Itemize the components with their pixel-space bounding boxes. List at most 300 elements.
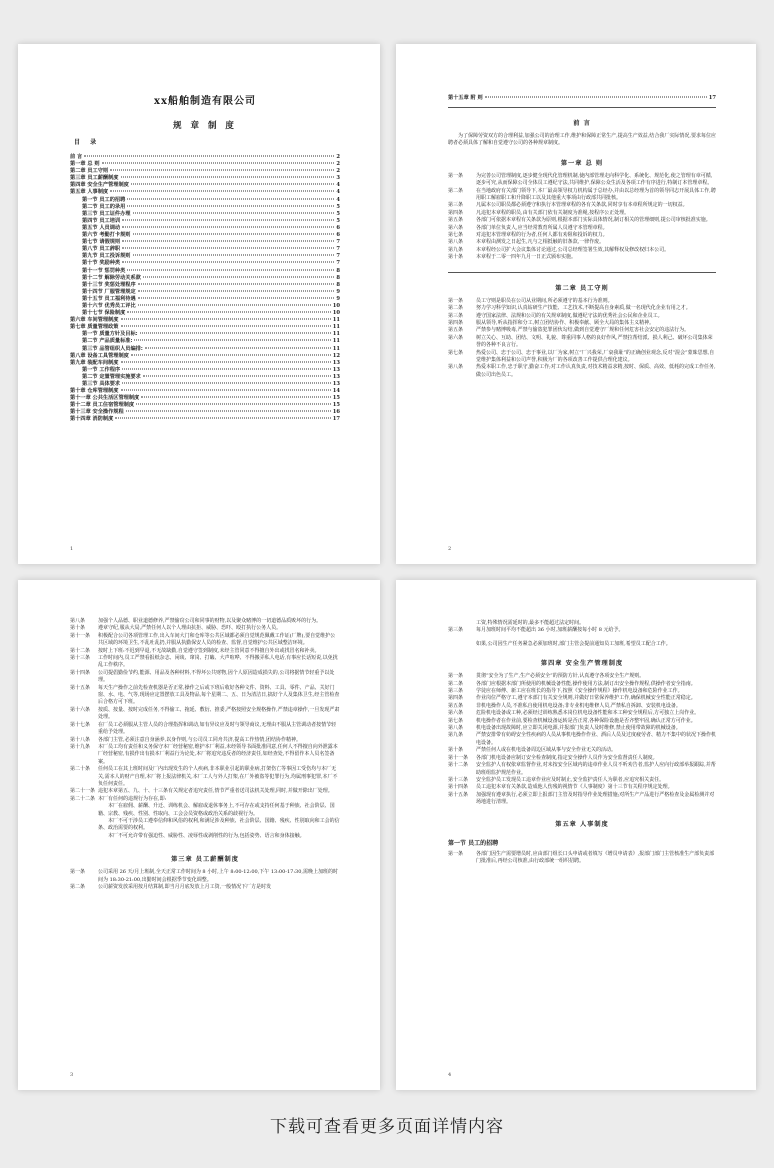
chapter-5-articles [448, 851, 716, 866]
toc-label: 第一章 总 则 [70, 161, 100, 168]
article [448, 188, 716, 203]
toc-label: 第四节 员工培训 [82, 217, 121, 224]
chapter-1-title: 第一章 总 则 [560, 159, 604, 167]
article [448, 755, 716, 762]
toc-page: 12 [332, 352, 340, 359]
article-number: 第二条 [448, 680, 464, 687]
toc-row [70, 211, 340, 218]
toc-row [70, 296, 340, 303]
article-number: 第十七条 [70, 721, 91, 728]
article [70, 633, 340, 648]
article-number: 第二十一条 [70, 788, 96, 795]
article-number: 第七条 [448, 232, 464, 239]
article-number: 第二条 [448, 187, 464, 194]
toc-leader [122, 248, 334, 249]
article-text: 对违犯本管理章程的行为者,任何人都有劝阻和投诉的权力。 [476, 232, 608, 239]
article [448, 239, 716, 246]
article-text: 本章程由测发之日起生,凡与之相抵触的旧条款,一律作废。 [476, 239, 605, 246]
toc-label: 第七章 质量管理政策 [70, 324, 119, 331]
article-number: 第十四条 [70, 669, 91, 676]
toc-leader [133, 212, 335, 213]
page-number: 4 [448, 1072, 452, 1078]
article-text: 安全监护人有权依章监督作业,对未按安全区域内的违章作业人员不听劝告者,监护人应向行政部举报跟踪,并帮助班组监护规范作业。 [476, 762, 716, 776]
toc-label: 第十章 仓库管理制度 [70, 388, 119, 395]
toc-page: 9 [336, 295, 340, 302]
toc-label: 第三节 具体要求 [82, 381, 121, 387]
article [70, 648, 340, 655]
article [70, 685, 340, 707]
article-text: 本厂有任何的违规行为存在,即: [98, 795, 167, 802]
toc-leader [136, 404, 331, 405]
list-item: 本厂在雇佣、薪酬、升迁、训练机会、解雇或退休事务上,不可存在或支持任何基于种族、社会阶层、国籍、宗教、残疾、性别、性取向、工会会员资格或政治关系的歧视行为。 [98, 803, 335, 817]
toc-label: 第十五节 员工福利待遇 [82, 295, 136, 302]
article-text: 学徒应在师傅、新工应在班长的指导下,按照《安全操作规程》操作机电设备和危险作业工作。 [476, 688, 683, 695]
chapter-4-title: 第四章 安全生产管理制度 [540, 660, 624, 668]
toc-leader [134, 340, 330, 341]
article-number: 第十四条 [448, 784, 469, 791]
toc-label: 第十二节 解除劳动关系款 [82, 274, 141, 281]
toc-page: 5 [336, 217, 340, 224]
article-text: 树立关心、互助、团结、文明、礼貌、尊重同事人格的良好作风,严禁拉帮结派、损人利己、破坏公司集体荣誉的各种不良言行。 [476, 334, 713, 349]
article-number: 第五条 [448, 217, 464, 224]
toc-leader [127, 198, 334, 199]
toc-leader [140, 333, 331, 334]
document-page-3 [18, 580, 380, 1090]
toc-leader [121, 361, 331, 362]
toc-row [70, 161, 340, 168]
toc-row [70, 218, 340, 225]
toc-label: 第十三节 奖惩处理程序 [82, 281, 136, 288]
toc-page: 16 [332, 409, 340, 416]
article-text: 贯彻“安全为了生产,生产必须安全”的预防方针,认真遵守各项安全生产规则。 [476, 673, 645, 680]
continued-text: 工资,特殊情况需延时的,最多不能超过法定时间。 [476, 620, 585, 626]
article-number: 第八条 [70, 618, 86, 624]
toc-leader [138, 297, 335, 298]
toc-label: 第十四节 厂服管理规定 [82, 288, 136, 295]
toc-page: 7 [336, 260, 340, 267]
toc-page: 8 [336, 267, 340, 274]
article-text: 工作时间内,员工严禁看报纸杂志、闲谈、窜岗、打瞌、大声喧哗、不得搬弄私人电话,有事应长话短说,以免扰乱工作秩序。 [98, 655, 338, 669]
article-number: 第一条 [448, 172, 464, 179]
article-number: 第七条 [448, 349, 464, 356]
article-number: 第一条 [448, 673, 464, 680]
toc-label: 第二章 员工守则 [70, 168, 109, 175]
toc-leader [126, 411, 331, 412]
toc-page: 2 [336, 168, 340, 175]
article [70, 625, 340, 632]
divider [448, 272, 716, 273]
article-number: 第一条 [448, 850, 464, 857]
toc-label: 第六节 考勤打卡规则 [82, 232, 131, 239]
article-text: 员工守则是职员在公司从业期间,所必须遵守的基本行为准则。 [476, 297, 613, 304]
article [70, 655, 340, 670]
article-text: 严禁任何人或在机电设备周边区域从事与安全作业无关的活动。 [476, 747, 617, 754]
toc-row [70, 268, 340, 275]
toc-label: 第二节 产品质量标准: [82, 338, 133, 345]
article-text: 加强个人品德、职业道德修养,严禁偷窃公司和同事的财物,以及聚众赌博的一切道德品质败坏的行为。 [98, 618, 322, 624]
article-text: 努力学习科学知识,认真钻研生产技能、工艺技术,不断提高自身素质,做一名现代化企业有用之才。 [476, 305, 691, 312]
toc-leader [143, 375, 331, 376]
discrimination-items [70, 803, 340, 840]
table-of-contents [70, 154, 340, 424]
article-text: 遵守国家法律、法规和公司的有关规章制度,做遵纪守法的优秀社会公民和企业员工。 [476, 312, 663, 319]
toc-page: 5 [336, 210, 340, 217]
toc-leader [143, 276, 335, 277]
toc-row [70, 346, 340, 353]
toc-label: 第十四章 消防制度 [70, 416, 114, 423]
article-number: 第三条 [448, 627, 464, 634]
article [70, 722, 340, 737]
article [448, 305, 716, 312]
article [448, 298, 716, 305]
article-number: 第十二条 [70, 647, 91, 654]
toc-leader [121, 390, 331, 391]
article [448, 673, 716, 680]
toc-label: 第十二章 员工住宿管理制度 [70, 402, 135, 409]
article-number: 第三条 [448, 312, 464, 319]
toc-leader [133, 255, 335, 256]
toc-page: 13 [332, 359, 340, 366]
toc-label: 第二节 定置管理实施要求 [82, 373, 141, 380]
article-text: 在厂员工必须服从主管人员的合理指挥和调动,如有异议应及时与领导商议,无理由不服从主管调动者按情节轻重给予处理。 [98, 721, 337, 736]
toc-label: 第四章 安全生产管理制度 [70, 182, 129, 189]
toc-page: 7 [336, 246, 340, 253]
page-1-content [70, 44, 340, 564]
toc-page: 2 [336, 161, 340, 168]
toc-page: 2 [336, 154, 340, 160]
toc-row [70, 204, 340, 211]
toc-page: 11 [332, 345, 340, 352]
article-number: 第一条 [70, 869, 86, 876]
toc-leader [138, 304, 331, 305]
article-text: 每月加班时间平均不能超出 36 小时,加班薪酬按每小时 8 元给予。 [476, 627, 624, 634]
article [70, 884, 340, 891]
toc-leader [122, 226, 334, 227]
article-text: 作业岗位严格守工,遵守本部门有关安全规则,并做好日常保养维护工作,确保机械安全性能正常稳定。 [476, 695, 696, 702]
company-name: xx船舶制造有限公司 [154, 96, 256, 107]
toc-row [70, 360, 340, 367]
article-number: 第十二条 [448, 762, 469, 769]
toc-label: 第五章 人事制度 [70, 189, 109, 196]
toc-page: 11 [332, 338, 340, 345]
toc-page: 11 [332, 331, 340, 338]
article-text: 违犯本章第五、九、十、十三条有关规定者追究责任,情节严重者送司法机关处理,同时,并做开除出厂处理。 [98, 788, 333, 795]
toc-leader [102, 163, 335, 164]
toc-label: 第十一章 公共生活区管理制度 [70, 395, 140, 402]
article-text: 各部门机电设备应制订安全检查制度,指定安全操作人员作为安全监督责任人制度。 [476, 754, 658, 761]
toc-leader [122, 219, 334, 220]
toc-leader [138, 283, 335, 284]
toc-label: 第一节 工作程序 [82, 366, 121, 373]
article-number: 第八条 [448, 725, 464, 732]
article-text: 公司提倡勤俭节约,能源、用品及各种材料,不得坏公共财物,因个人原因造成损失的,公司将据情节轻重予以处理。 [98, 669, 335, 684]
list-item: 本厂不可干涉员工遵奉信仰和风俗的权利,和满足涉及种族、社会阶层、国籍、残疾、性别取向和工会的信条、政治需要的权利。 [98, 817, 340, 832]
toc-label: 第三章 员工薪酬制度 [70, 175, 119, 182]
toc-leader [127, 312, 330, 313]
toc-row [70, 225, 340, 232]
article-number: 第二条 [448, 305, 464, 312]
article-text: 按时上下班:不迟到早退,不无故缺勤,自觉遵守签到制度,未经主管同意不得擅自外出或找冒名和补卖。 [98, 647, 320, 654]
toc-page: 5 [336, 203, 340, 210]
toc-leader [133, 234, 335, 235]
divider [448, 107, 716, 108]
article [448, 747, 716, 754]
article [448, 710, 716, 717]
toc-row [70, 189, 340, 196]
toc-page: 13 [332, 373, 340, 380]
article-text: 服从领导,听从指挥和分工,树立团结协作、积极奉献、顾全大局的集体主义精神。 [476, 319, 655, 326]
toc-leader [122, 262, 334, 263]
toc-leader [138, 290, 335, 291]
toc-row [448, 94, 716, 101]
toc-row [70, 367, 340, 374]
article-number: 第六条 [448, 334, 464, 341]
article-number: 第十条 [448, 747, 464, 754]
download-more-caption: 下载可查看更多页面详情内容 [270, 1117, 504, 1137]
page-number: 1 [70, 546, 74, 552]
article [448, 784, 716, 791]
article-number: 第三条 [448, 202, 464, 209]
article [448, 364, 716, 379]
toc-leader [122, 368, 331, 369]
toc-label: 第二节 员工的录用 [82, 203, 126, 210]
toc-label: 第六章 车间管理制度 [70, 317, 119, 324]
list-item: 本厂不可允许带有强迫性、威胁性、凌辱性或剥削性的行为,包括姿势、语言和身体接触。 [108, 832, 305, 839]
toc-leader [127, 205, 334, 206]
article-number: 第十条 [448, 254, 464, 261]
toc-label: 第九章 装配车间制度 [70, 359, 119, 366]
article-number: 第六条 [448, 224, 464, 231]
page-2-content [448, 44, 716, 564]
toc-page: 13 [332, 381, 340, 387]
article-number: 第五条 [448, 327, 464, 334]
toc-page: 6 [336, 224, 340, 231]
article-text: 凡属本公司职员都必须遵守和执行本管理章程的各有关条款,同时享有本章程所规定的一切权益。 [476, 202, 688, 209]
article-number: 第九条 [448, 732, 464, 739]
article-text: 各部门因生产需要增员时,应由部门组长口头申请或者填写《增员申请表》,报部门部门主管核准生产部负责部门批准后,再经公司核准,由行政部统一组织招聘。 [476, 850, 715, 864]
article-text: 机电设备出现故障时,应立即关闭电源,并报部门负责人及时维修,禁止使用带故障的机械设备。 [476, 725, 681, 732]
article-number: 第八条 [448, 364, 464, 371]
article-number: 第十五条 [70, 684, 91, 691]
article-number: 第二十条 [70, 766, 91, 773]
article-text: 任何员工在其上班时间及厂内出现发生的个人疾病,非本职业引起的职业病,打架伤亡等事因工受伤均与本厂无关,需本人的财产自理,本厂将上报法律机关,本厂工人与外人打架,在厂外被盗等犯罪行为,均属刑事犯罪,本厂不负任何责任。 [98, 766, 338, 787]
toc-leader [122, 241, 334, 242]
article-number: 第三条 [448, 688, 464, 695]
article-text: 机电操作者在作业前,要检查机械设备运转是否正常,各种保险设施是否齐整牢固,确认正常方可作业。 [476, 717, 696, 724]
toc-page: 13 [332, 366, 340, 373]
article [70, 707, 340, 722]
document-page-1 [18, 44, 380, 564]
article-number: 第二十二条 [70, 795, 96, 802]
toc-row [70, 182, 340, 189]
toc-label: 前 言 [70, 154, 83, 160]
article-number: 第五条 [448, 702, 464, 709]
toc-row [70, 374, 340, 381]
toc-row [70, 282, 340, 289]
toc-row [70, 416, 340, 423]
article [448, 718, 716, 725]
page-4-content [448, 620, 716, 1090]
article [448, 681, 716, 688]
toc-leader [485, 97, 707, 98]
toc-label: 第十六节 优秀员工评比 [82, 302, 136, 309]
toc-label: 第一节 员工的招聘 [82, 196, 126, 203]
toc-leader [121, 319, 331, 320]
regulations-title: 规 章 制 度 [173, 121, 237, 131]
toc-label: 第十一节 惩罚种类 [82, 267, 126, 274]
toc-row [70, 303, 340, 310]
article-number: 第十一条 [70, 632, 91, 639]
page-3-content [70, 618, 340, 1090]
chapter-2-title: 第二章 员工守则 [555, 284, 609, 292]
article [448, 762, 716, 777]
article-number: 第八条 [448, 239, 464, 246]
chapter-2-articles [448, 298, 716, 379]
toc-page: 6 [336, 232, 340, 239]
article-text: 加强现有遵章执行,必须立即上报部门主管及时指导作业处理措施;对所生产产品进行严格检查及金属检测并对场地进行清理。 [476, 791, 715, 806]
toc-page: 3 [336, 175, 340, 182]
article-text: 各部门可依据本章程有关条款为原则,根据本部门实际具体情况,制订相关的管理细则,提公司审核批准实施。 [476, 217, 711, 224]
article-text: 严禁参与赌博吸毒,严禁与偷盗犯罪团伙勾结,做到自觉遵守厂规和任何危害社会安定的违法行为。 [476, 327, 690, 334]
chapter-3-articles [70, 869, 340, 891]
article-number: 第十六条 [70, 706, 91, 713]
toc-label: 第七节 请假规则 [82, 239, 121, 246]
preface-text: 为了保障劳资双方的合理利益,加强公司的治理工作,维护和保障正常生产,提高生产效益,结合我厂实际情况,要求每位应聘者必须具体了解和自觉遵守公司的各种规章制度。 [448, 133, 716, 147]
toc-leader [115, 418, 330, 419]
article [448, 695, 716, 702]
article [448, 732, 716, 747]
article-text: 危险机电设备或工种,必须经过训练熟悉本岗位机电设备性能和本工种安全规程后,方可独立上岗作业。 [476, 710, 700, 717]
article [70, 869, 340, 884]
toc-page: 7 [336, 253, 340, 260]
toc-leader [121, 326, 331, 327]
chapter-4-articles [448, 673, 716, 806]
section-1-title: 第一节 员工的招聘 [448, 839, 499, 847]
toc-page: 15 [332, 402, 340, 409]
page-number: 3 [70, 1072, 74, 1078]
toc-row [70, 289, 340, 296]
toc-label: 第十三章 安全操作规程 [70, 409, 124, 416]
toc-page: 10 [332, 302, 340, 309]
toc-page: 8 [336, 281, 340, 288]
toc-label: 第九节 员工投诉规则 [82, 253, 131, 260]
article [70, 737, 340, 744]
article-text: 本厂员工均有责任和义务保守本厂经营秘密,维护本厂利益,未经领导书面批准同意,任何人不得擅自向外泄露本厂经营秘密,有损作出有损本厂利益行为论处,本厂将追究违反者的经济责任,如经查处,不得留作本人员名签备案。 [98, 743, 338, 765]
article [70, 766, 340, 788]
article-number: 第十八条 [70, 736, 91, 743]
toc-page: 4 [336, 196, 340, 203]
toc-label: 第十五章 附 则 [448, 95, 483, 101]
toc-page: 14 [332, 388, 340, 395]
article [448, 202, 716, 209]
toc-page: 7 [336, 239, 340, 246]
toc-page: 17 [708, 95, 716, 101]
chapter-2-articles-cont [70, 618, 340, 803]
toc-row [70, 260, 340, 267]
overtime-note: 如果,公司因生产任务紧急必须加班时,部门主管会提前通知员工加班,希望员工配合工作。 [476, 640, 671, 647]
article-text: 遵章守纪,服从大局,严禁任何人以个人理由抗拒、威胁、恐吓、殴打执行公务人员。 [98, 625, 282, 632]
toc-row [70, 154, 340, 161]
chapter-3-title: 第三章 员工薪酬制度 [171, 856, 239, 864]
toc-leader [121, 177, 335, 178]
document-page-4 [396, 580, 756, 1090]
article [70, 788, 340, 795]
article-text: 公司采用 26 天/月上班制,全天正常工作时间为 8 小时,上午 8:00-12:00,下午 13:00-17:30,需晚上加班的时间为 18:30-21:00,出勤时间会根据季节变化调整。 [98, 869, 338, 883]
article [448, 627, 716, 634]
toc-heading: 目 录 [74, 139, 101, 146]
toc-leader [131, 184, 335, 185]
article-text: 热爱公司、忠于公司、忠于事业,以厂为家,树立“厂兴我荣,厂衰我耻”的正确创业观念,反对“混会”蒙昧思想,自觉维护集体利益和公司声誉,积极为厂的各项改善工作提供合理化建议。 [476, 349, 715, 363]
article-number: 第六条 [448, 710, 464, 717]
article-number: 第十一条 [448, 754, 469, 761]
article-number: 第十三条 [448, 776, 469, 783]
article-number: 第十三条 [70, 655, 91, 662]
toc-leader [110, 191, 334, 192]
article [448, 792, 716, 807]
article-text: 每天生产操作之前先检查机器是否正常,操作之后或下班后收好各种文件、资料、工具、零件、产品、关好门窗、水、电、气等,现场应定置摆放工具及物品,每个星期二、五、日为清洁日,搞好个人及集体卫生,经主管检查后合格方可下班。 [98, 684, 340, 706]
article-number: 第十条 [70, 625, 86, 632]
article-number: 第一条 [448, 297, 464, 304]
toc-leader [110, 170, 334, 171]
toc-label: 第五节 人员调动 [82, 224, 121, 231]
chapter-1-articles [448, 173, 716, 262]
article-text: 各部门应根据本部门所使用的机械设备性能,操作使用方法,制订出安全操作规程,供操作者安全指南。 [476, 680, 696, 687]
toc-label: 第三节 品管组织人员编排: [82, 345, 143, 352]
article-text: 积极配合公司各项管理工作,出入车间大门和仓库等公共区域都必须自觉规范佩戴工作证(厂牌),要自觉维护公共区域的环境卫生,不乱吐乱扔,并服从执勤保安人员的检查、监督,自觉维护公共区域整洁环境。 [98, 632, 336, 647]
article-text: 为完善公司管理制度,逐步健全现代化管理机制,使内部管理走向科学化、系统化、规范化,使之管理有章可循,逐步可究,从而保障公司全体员工遵纪守法,共同维护,保障公众生活及各项工作有序进行,特制订本管理章程。 [476, 172, 713, 187]
toc-row [70, 275, 340, 282]
document-page-2 [396, 44, 756, 564]
toc-leader [141, 397, 331, 398]
article-text: 本章程于二零一四年九月一日正式颁布实施。 [476, 254, 577, 261]
article-text: 热爱本职工作,忠于职守,勤奋工作;对工作认真负责,对技术精益求精,按时、保质、高效、低耗的完成工作任务,做公司出色员工。 [476, 364, 716, 378]
article-number: 第十九条 [70, 743, 91, 750]
toc-label: 第十节 奖励种类 [82, 260, 121, 267]
article-number: 第四条 [448, 695, 464, 702]
article [448, 327, 716, 334]
article-number: 第四条 [448, 209, 464, 216]
article-number: 第七条 [448, 717, 464, 724]
toc-leader [131, 354, 331, 355]
toc-page: 15 [332, 395, 340, 402]
article-text: 在当地政府有关部门领导下,本厂最高领导权力机构属于总经办,并由以总经理为首的领导同志开展具体工作,聘用职工解雇职工和升降职工以及其他重大事项由行政部共同批核。 [476, 187, 716, 202]
article-number: 第四条 [448, 319, 464, 326]
article [448, 217, 716, 224]
toc-row [70, 338, 340, 345]
article-number: 第二条 [70, 884, 86, 890]
chapter-5-title: 第五章 人事制度 [555, 820, 609, 828]
toc-page: 10 [332, 310, 340, 317]
toc-label: 第八章 设备工具管理制度 [70, 352, 129, 359]
toc-row [70, 353, 340, 360]
toc-label: 第一节 质量方针及目标: [82, 331, 138, 338]
toc-page: 8 [336, 274, 340, 281]
article-text: 凡违犯本章程的职员,由有关部门依有关制度为准绳,按程序公正处理。 [476, 209, 630, 216]
toc-leader [127, 269, 334, 270]
preface-title: 前 言 [573, 120, 591, 127]
article-text: 严禁安排带有妨碍安全性疾病的人员从事机电操作作业、酒后人员及过度疲劳者、精力不集中的状况下操作机电设备。 [476, 732, 717, 746]
page-number: 2 [448, 546, 452, 552]
article [70, 670, 340, 685]
article-number: 第九条 [448, 246, 464, 253]
article [448, 225, 716, 232]
toc-page: 17 [332, 416, 340, 423]
toc-page: 4 [336, 182, 340, 189]
article-text: 非机电操作人员,不准私自使用机电设备;非专业机电维修人员,严禁私自拆卸、安装机电设备。 [476, 702, 681, 709]
article-text: 各部门主管,必须注意自身涵养,以身作则,与公司员工同舟共济,提高工作热情,团结协作精神。 [98, 736, 301, 743]
toc-page: 4 [336, 189, 340, 196]
article-text: 公司薪资发放采用按月结算制,即当月月底发放上月工资,一般情况下厂方是时发 [98, 884, 272, 890]
